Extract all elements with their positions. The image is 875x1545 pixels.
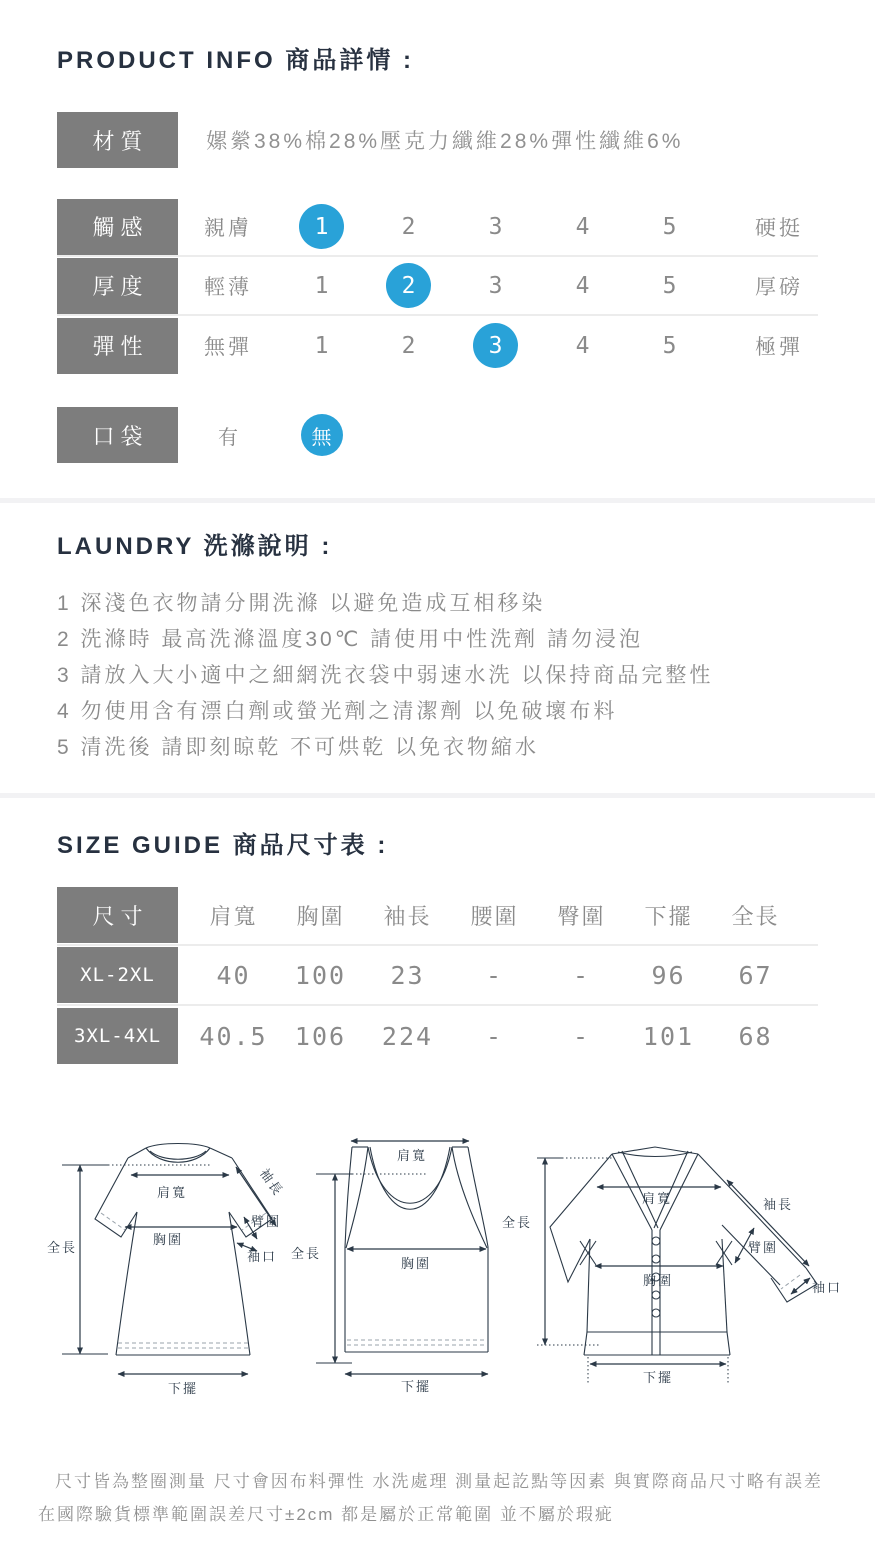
3xl4xl-waist: -	[485, 1021, 504, 1051]
laundry-item-1: 1 深淺色衣物請分開洗滌 以避免造成互相移染	[57, 592, 546, 615]
rating-elasticity-low: 無彈	[204, 335, 252, 359]
rating-thickness-low: 輕薄	[204, 275, 252, 299]
section-divider	[0, 498, 875, 503]
pocket-label: 口袋	[57, 407, 178, 463]
col-chest: 胸圍	[296, 903, 345, 929]
material-label: 材質	[57, 112, 178, 168]
col-hip: 臀圍	[557, 903, 606, 929]
material-value: 嫘縈38%棉28%壓克力纖維28%彈性纖維6%	[206, 130, 684, 153]
size-row-3xl4xl	[57, 1006, 818, 1066]
note-line-1: 尺寸皆為整圈測量 尺寸會因布料彈性 水洗處理 測量起訖點等因素 與實際商品尺寸略有誤差	[55, 1472, 823, 1491]
section-divider	[0, 793, 875, 798]
product-info-title: PRODUCT INFO 商品詳情 :	[57, 47, 414, 74]
tank-chest-label: 胸圍	[400, 1256, 432, 1271]
rating-touch-2: 2	[401, 213, 416, 240]
size-guide-title: SIZE GUIDE 商品尺寸表 :	[57, 832, 389, 859]
tshirt-hem-label: 下擺	[167, 1381, 199, 1396]
laundry-section	[0, 532, 875, 766]
rating-elasticity-4: 4	[575, 332, 590, 359]
rating-thickness-3: 3	[488, 272, 503, 299]
col-shoulder: 肩寬	[209, 903, 258, 929]
3xl4xl-hem: 101	[642, 1021, 695, 1051]
cardigan-arm-label: 臂圍	[748, 1240, 779, 1255]
rating-rows	[57, 198, 875, 375]
xl2xl-chest: 100	[294, 960, 347, 990]
pocket-row	[57, 407, 818, 463]
product-info-section	[0, 0, 875, 463]
size-table-corner: 尺寸	[57, 887, 178, 943]
col-length: 全長	[731, 903, 780, 929]
tshirt-shoulder-label: 肩寬	[156, 1185, 188, 1200]
rating-touch-4: 4	[575, 213, 590, 240]
rating-thickness-4: 4	[575, 272, 590, 299]
rating-thickness-5: 5	[662, 272, 677, 299]
rating-touch-high: 硬挺	[755, 216, 803, 240]
cardigan-cuff-label: 袖口	[812, 1280, 843, 1295]
laundry-item-3: 3 請放入大小適中之細網洗衣袋中弱速水洗 以保持商品完整性	[57, 664, 714, 687]
rating-elasticity-1: 1	[314, 332, 329, 359]
size-row-xl2xl	[57, 946, 818, 1006]
material-row	[57, 112, 818, 168]
laundry-item-5: 5 清洗後 請即刻晾乾 不可烘乾 以免衣物縮水	[57, 736, 540, 759]
rating-row-thickness	[57, 257, 818, 316]
size-table-header-row	[57, 886, 818, 946]
laundry-item-2: 2 洗滌時 最高洗滌溫度30℃ 請使用中性洗劑 請勿浸泡	[57, 628, 643, 651]
tshirt-diagram	[47, 1144, 286, 1397]
cardigan-diagram	[502, 1147, 842, 1385]
measurement-diagrams	[0, 1127, 875, 1427]
rating-touch-label: 觸感	[57, 199, 178, 255]
tank-shoulder-label: 肩寬	[396, 1148, 428, 1163]
rating-elasticity-high: 極彈	[755, 335, 803, 359]
rating-thickness-label: 厚度	[57, 258, 178, 314]
tank-hem-label: 下擺	[400, 1379, 432, 1394]
rating-elasticity-3: 3	[473, 323, 518, 368]
size-row-xl2xl-label: XL-2XL	[57, 947, 178, 1003]
rating-elasticity-label: 彈性	[57, 318, 178, 374]
note-line-2: 在國際驗貨標準範圍誤差尺寸±2cm 都是屬於正常範圍 並不屬於瑕疵	[38, 1505, 614, 1524]
rating-touch-5: 5	[662, 213, 677, 240]
cardigan-shoulder-label: 肩寬	[641, 1191, 673, 1206]
col-hem: 下擺	[644, 903, 693, 929]
rating-touch-3: 3	[488, 213, 503, 240]
3xl4xl-chest: 106	[294, 1021, 347, 1051]
rating-thickness-2: 2	[386, 263, 431, 308]
xl2xl-waist: -	[485, 960, 504, 990]
cardigan-hem-label: 下擺	[642, 1370, 674, 1385]
laundry-title: LAUNDRY 洗滌說明 :	[57, 533, 333, 560]
col-sleeve: 袖長	[383, 903, 432, 929]
col-waist: 腰圍	[470, 903, 519, 929]
tank-diagram	[291, 1141, 488, 1394]
xl2xl-length: 67	[738, 960, 773, 990]
tshirt-arm-label: 臂圍	[250, 1214, 282, 1229]
cardigan-chest-label: 胸圍	[642, 1273, 674, 1288]
xl2xl-sleeve: 23	[390, 960, 425, 990]
pocket-option-yes: 有	[218, 426, 238, 449]
size-table	[57, 886, 818, 1066]
tshirt-chest-label: 胸圍	[152, 1232, 184, 1247]
laundry-list	[57, 586, 875, 766]
measurement-notes	[0, 1465, 875, 1531]
tshirt-cuff-label: 袖口	[246, 1249, 278, 1264]
3xl4xl-sleeve: 224	[381, 1021, 434, 1051]
rating-thickness-1: 1	[314, 272, 329, 299]
tank-length-label: 全長	[290, 1246, 322, 1261]
size-guide-section	[0, 831, 875, 1066]
size-row-3xl4xl-label: 3XL-4XL	[57, 1008, 178, 1064]
tshirt-length-label: 全長	[46, 1240, 78, 1255]
rating-row-elasticity	[57, 316, 818, 375]
rating-thickness-high: 厚磅	[755, 275, 803, 299]
rating-touch-1: 1	[299, 204, 344, 249]
laundry-item-4: 4 勿使用含有漂白劑或螢光劑之清潔劑 以免破壞布料	[57, 700, 618, 723]
rating-row-touch	[57, 198, 818, 257]
rating-elasticity-2: 2	[401, 332, 416, 359]
3xl4xl-shoulder: 40.5	[199, 1021, 268, 1051]
tshirt-sleeve-label: 袖長	[256, 1165, 287, 1200]
pocket-option-no: 無	[301, 414, 343, 456]
xl2xl-shoulder: 40	[216, 960, 251, 990]
cardigan-length-label: 全長	[501, 1215, 533, 1230]
3xl4xl-length: 68	[738, 1021, 773, 1051]
xl2xl-hip: -	[572, 960, 591, 990]
rating-touch-low: 親膚	[204, 216, 252, 240]
xl2xl-hem: 96	[651, 960, 686, 990]
3xl4xl-hip: -	[572, 1021, 591, 1051]
rating-elasticity-5: 5	[662, 332, 677, 359]
cardigan-sleeve-label: 袖長	[762, 1197, 794, 1212]
